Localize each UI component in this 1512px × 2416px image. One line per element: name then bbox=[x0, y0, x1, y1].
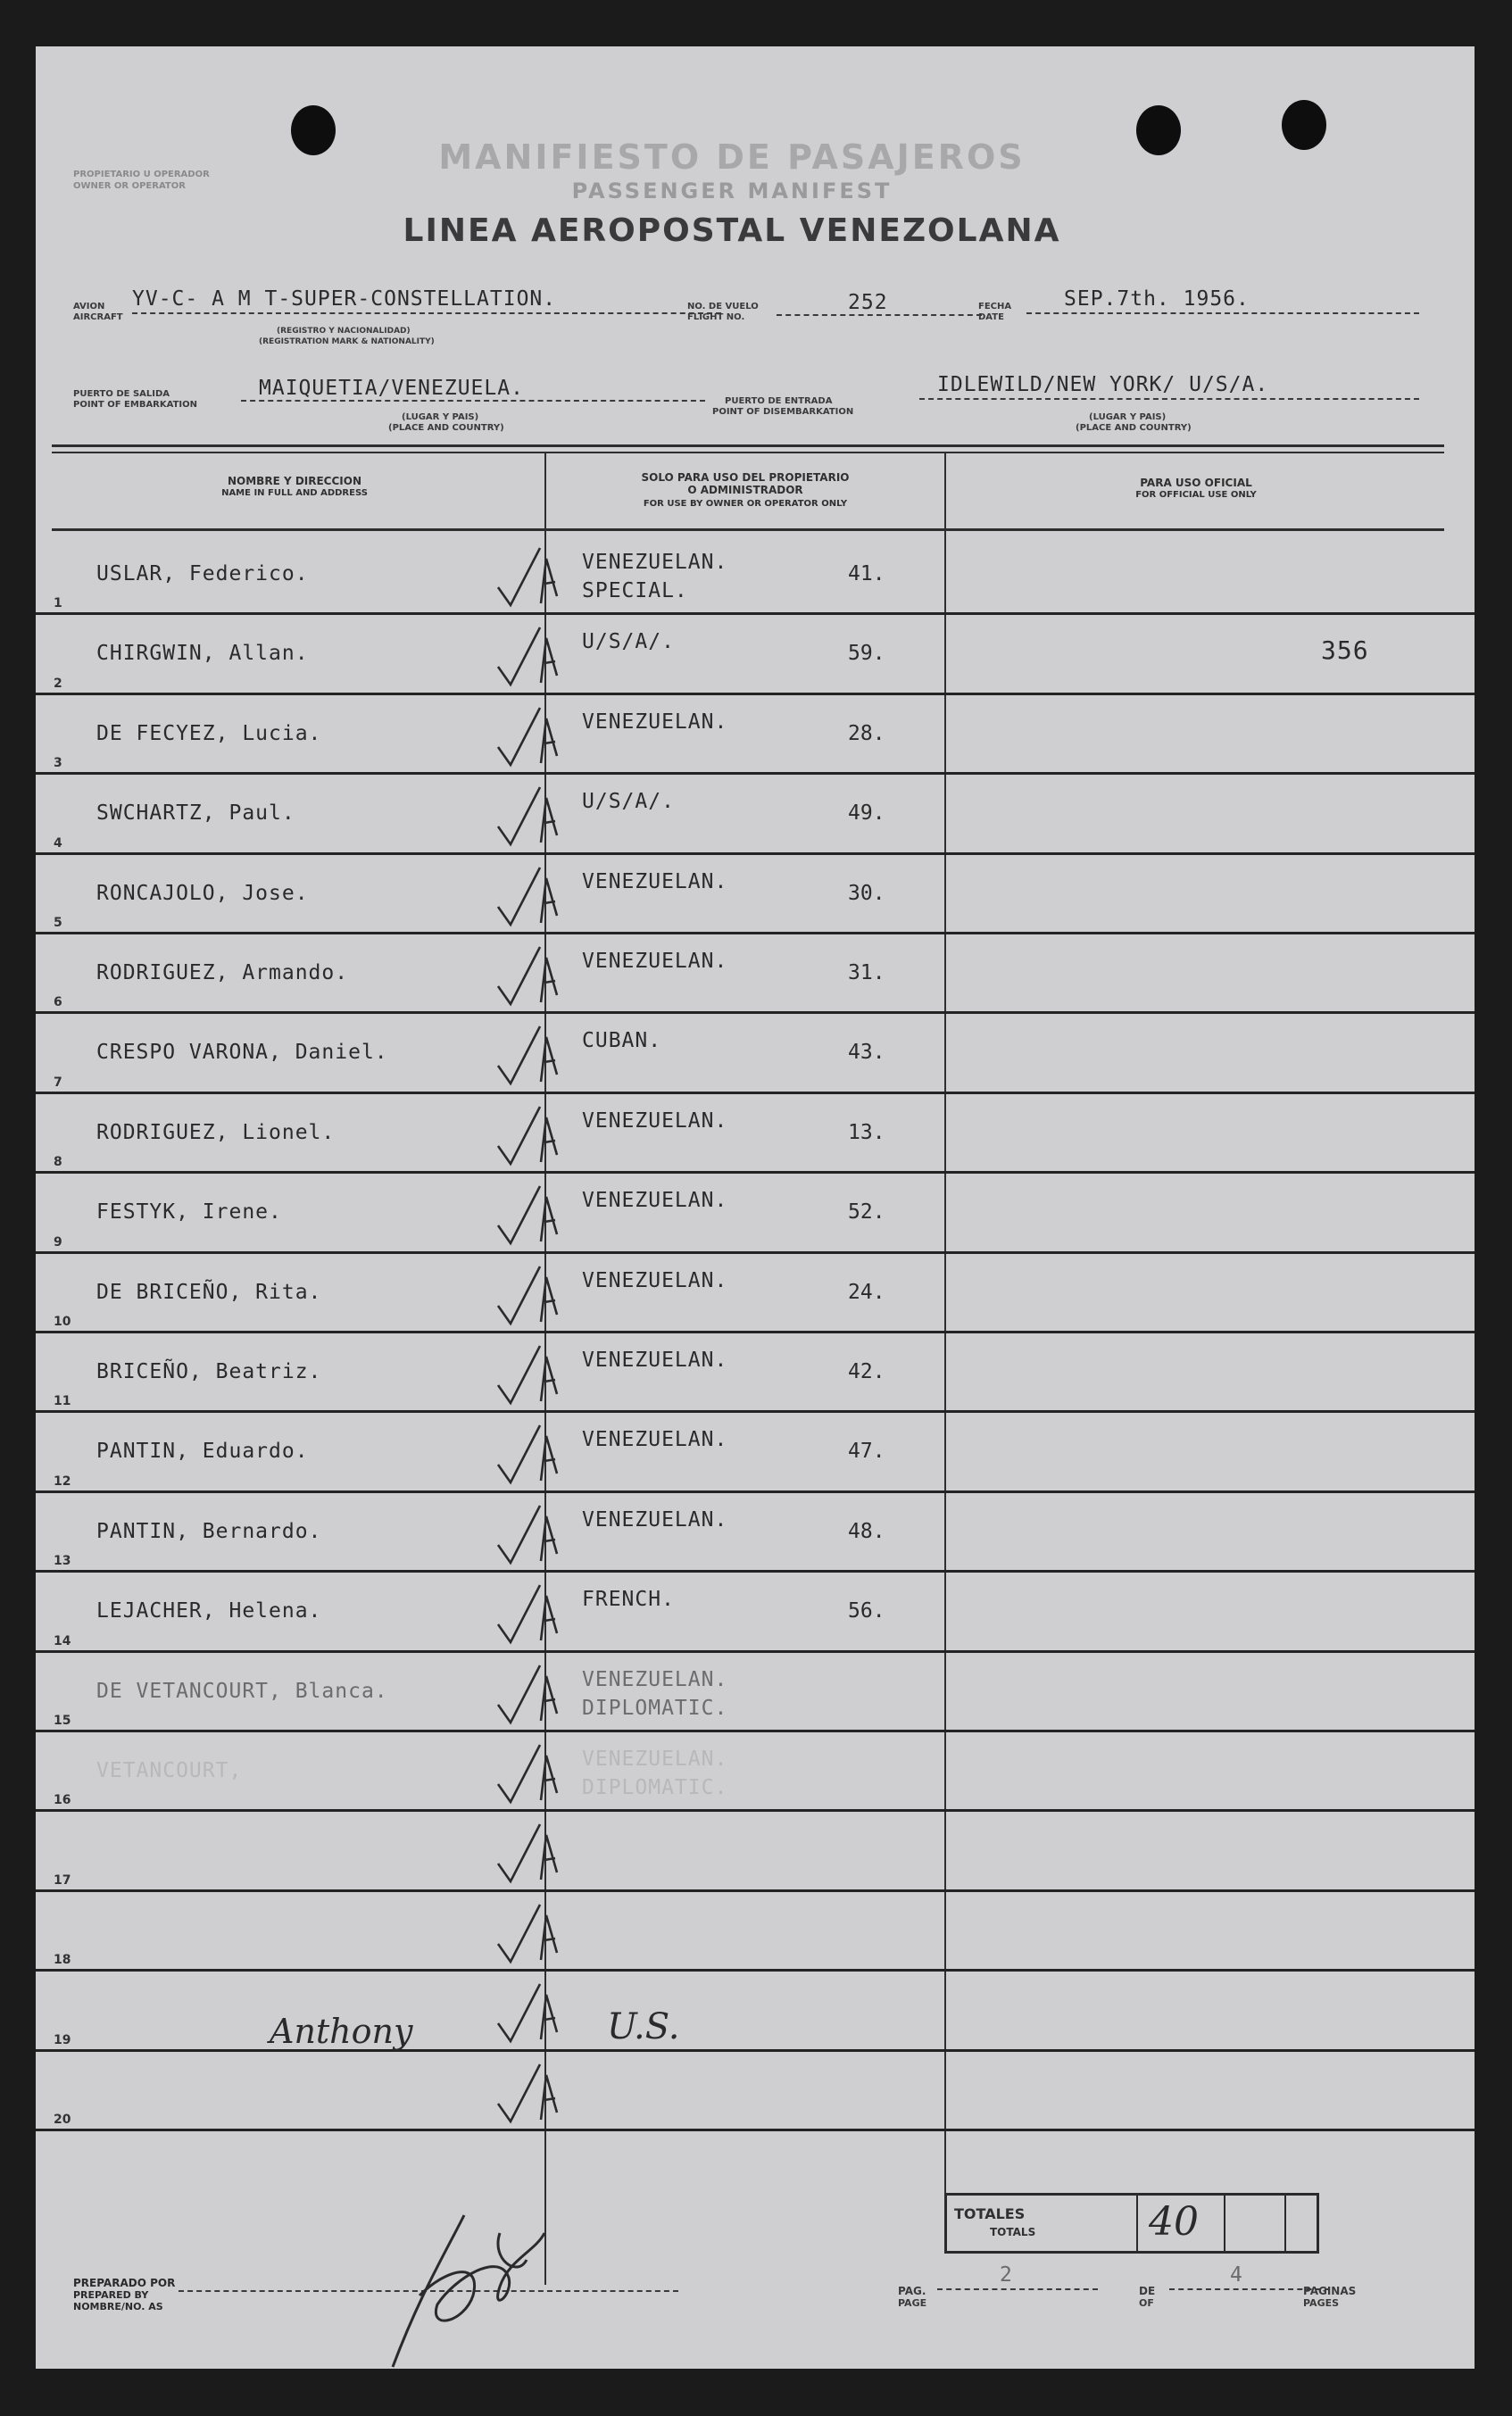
row-number: 3 bbox=[54, 756, 62, 771]
row-number: 20 bbox=[54, 2112, 71, 2127]
row-number: 19 bbox=[54, 2032, 71, 2047]
date-label-es: FECHA bbox=[978, 302, 1012, 311]
passenger-age: 52. bbox=[848, 1200, 885, 1225]
passenger-age: 47. bbox=[848, 1440, 885, 1464]
tick-mark-icon bbox=[491, 860, 571, 932]
row-number: 17 bbox=[54, 1872, 71, 1888]
registration-label-en: (REGISTRATION MARK & NATIONALITY) bbox=[259, 337, 435, 346]
page-value: 2 bbox=[1000, 2263, 1013, 2287]
owner-label-es: PROPIETARIO U OPERADOR bbox=[73, 170, 210, 179]
passenger-age: 30. bbox=[848, 881, 885, 905]
passenger-nationality: VENEZUELAN. bbox=[582, 710, 728, 734]
table-row bbox=[36, 855, 1475, 934]
tick-mark-icon bbox=[491, 701, 571, 772]
aircraft-line bbox=[132, 312, 721, 314]
passenger-age: 59. bbox=[848, 642, 885, 666]
tick-mark-icon bbox=[491, 1977, 571, 2048]
manifest-title-es: MANIFIESTO DE PASAJEROS bbox=[438, 137, 1026, 177]
passenger-age: 41. bbox=[848, 562, 885, 585]
totals-divider-2 bbox=[1224, 2196, 1225, 2251]
tick-mark-icon bbox=[491, 541, 571, 612]
passenger-age: 48. bbox=[848, 1519, 885, 1543]
table-row bbox=[36, 536, 1475, 615]
embark-label-en: POINT OF EMBARKATION bbox=[73, 400, 198, 410]
table-row bbox=[36, 1653, 1475, 1732]
col-name-header-en: NAME IN FULL AND ADDRESS bbox=[221, 488, 368, 498]
page-label-es: PAG. bbox=[898, 2285, 926, 2297]
of-label-en: OF bbox=[1139, 2297, 1154, 2309]
passenger-age: 42. bbox=[848, 1360, 885, 1383]
punch-hole-far-right bbox=[1282, 100, 1326, 150]
prepared-by-label-en-2: NOMBRE/NO. AS bbox=[73, 2301, 163, 2312]
row-number: 4 bbox=[54, 835, 62, 851]
date-label-en: DATE bbox=[978, 312, 1004, 322]
aircraft-label-en: AIRCRAFT bbox=[73, 312, 123, 322]
col-owner-header-es-2: O ADMINISTRADOR bbox=[687, 484, 803, 496]
totals-label-es: TOTALES bbox=[954, 2205, 1026, 2222]
of-label-es: DE bbox=[1139, 2285, 1156, 2297]
passenger-name: PANTIN, Bernardo. bbox=[96, 1519, 322, 1543]
passenger-age: 43. bbox=[848, 1041, 885, 1065]
passenger-nationality: VENEZUELAN. DIPLOMATIC. bbox=[582, 1748, 728, 1799]
disembark-place-label-en: (PLACE AND COUNTRY) bbox=[1076, 423, 1192, 433]
row-number: 7 bbox=[54, 1075, 62, 1090]
embark-value: MAIQUETIA/VENEZUELA. bbox=[259, 377, 524, 400]
flight-no-value: 252 bbox=[848, 291, 888, 314]
prepared-by-label-en: PREPARED BY bbox=[73, 2289, 149, 2301]
passenger-age: 13. bbox=[848, 1120, 885, 1144]
passenger-nationality: VENEZUELAN. bbox=[582, 1189, 728, 1213]
embark-place-label-en: (PLACE AND COUNTRY) bbox=[388, 423, 504, 433]
row-number: 18 bbox=[54, 1953, 71, 1968]
table-row bbox=[36, 1333, 1475, 1413]
passenger-age: 28. bbox=[848, 721, 885, 745]
passenger-nationality: VENEZUELAN. bbox=[582, 1268, 728, 1292]
col-official-header-en: FOR OFFICIAL USE ONLY bbox=[1135, 490, 1257, 500]
owner-label-en: OWNER OR OPERATOR bbox=[73, 181, 186, 191]
totals-box bbox=[944, 2193, 1319, 2254]
row-number: 11 bbox=[54, 1394, 71, 1409]
airline-name: LINEA AEROPOSTAL VENEZOLANA bbox=[403, 212, 1061, 249]
preparer-signature bbox=[366, 2197, 580, 2376]
passenger-name: USLAR, Federico. bbox=[96, 562, 309, 585]
registration-label-es: (REGISTRO Y NACIONALIDAD) bbox=[277, 327, 411, 336]
date-line bbox=[1026, 312, 1419, 314]
table-row bbox=[36, 1014, 1475, 1093]
totals-divider-3 bbox=[1284, 2196, 1286, 2251]
passenger-name: RODRIGUEZ, Armando. bbox=[96, 961, 349, 984]
punch-hole-left bbox=[291, 105, 336, 155]
date-value: SEP.7th. 1956. bbox=[1064, 287, 1250, 311]
page-line bbox=[937, 2288, 1098, 2290]
passenger-name: CRESPO VARONA, Daniel. bbox=[96, 1041, 388, 1065]
manifest-sheet bbox=[36, 46, 1475, 2369]
tick-mark-icon bbox=[491, 1179, 571, 1250]
tick-mark-icon bbox=[491, 1499, 571, 1570]
row-number: 14 bbox=[54, 1633, 71, 1648]
passenger-name: DE FECYEZ, Lucia. bbox=[96, 721, 322, 745]
aircraft-value: YV-C- A M T-SUPER-CONSTELLATION. bbox=[132, 287, 557, 311]
table-row bbox=[36, 2052, 1475, 2131]
tick-mark-icon bbox=[491, 1100, 571, 1171]
tick-mark-icon bbox=[491, 1578, 571, 1649]
passenger-age: 56. bbox=[848, 1599, 885, 1623]
row-number: 6 bbox=[54, 995, 62, 1010]
pages-label-es: PAGINAS bbox=[1303, 2285, 1357, 2297]
tick-mark-icon bbox=[491, 1738, 571, 1809]
passenger-name: LEJACHER, Helena. bbox=[96, 1599, 322, 1623]
disembark-line bbox=[919, 398, 1419, 400]
passenger-name: DE BRICEÑO, Rita. bbox=[96, 1280, 322, 1304]
table-row bbox=[36, 1573, 1475, 1652]
official-note: 356 bbox=[1321, 635, 1369, 665]
table-row bbox=[36, 1493, 1475, 1573]
passenger-nationality: VENEZUELAN. bbox=[582, 869, 728, 893]
table-row bbox=[36, 695, 1475, 775]
passenger-nationality: VENEZUELAN. bbox=[582, 1507, 728, 1532]
tick-mark-icon bbox=[491, 1259, 571, 1331]
passenger-nationality: U/S/A/. bbox=[582, 790, 675, 814]
tick-mark-icon bbox=[491, 2057, 571, 2129]
table-row bbox=[36, 1732, 1475, 1812]
tick-mark-icon bbox=[491, 1418, 571, 1490]
table-row bbox=[36, 775, 1475, 854]
passenger-name: BRICEÑO, Beatriz. bbox=[96, 1360, 322, 1383]
passenger-nationality: FRENCH. bbox=[582, 1588, 675, 1612]
totals-label-en: TOTALS bbox=[990, 2226, 1036, 2238]
passenger-nationality: VENEZUELAN. bbox=[582, 1349, 728, 1372]
col-owner-header-en: FOR USE BY OWNER OR OPERATOR ONLY bbox=[643, 499, 848, 509]
passenger-nationality: U/S/A/. bbox=[582, 630, 675, 654]
pages-label-en: PAGES bbox=[1303, 2297, 1340, 2309]
tick-mark-icon bbox=[491, 1658, 571, 1730]
passenger-age: 31. bbox=[848, 961, 885, 984]
table-row bbox=[36, 1174, 1475, 1253]
flight-no-label-en: FLIGHT NO. bbox=[687, 312, 745, 322]
tick-mark-icon bbox=[491, 1339, 571, 1410]
passenger-nationality: VENEZUELAN. bbox=[582, 1428, 728, 1452]
punch-hole-right bbox=[1136, 105, 1181, 155]
flight-no-line bbox=[777, 314, 982, 316]
tick-mark-icon bbox=[491, 780, 571, 851]
table-row bbox=[36, 1892, 1475, 1972]
passenger-nationality: VENEZUELAN. DIPLOMATIC. bbox=[582, 1667, 728, 1720]
col-official-header-es: PARA USO OFICIAL bbox=[1140, 477, 1252, 489]
disembark-label-es: PUERTO DE ENTRADA bbox=[725, 396, 833, 406]
handwritten-name-row19: Anthony bbox=[270, 2012, 413, 2051]
row-number: 10 bbox=[54, 1314, 71, 1329]
row-number: 2 bbox=[54, 676, 62, 691]
table-row bbox=[36, 1812, 1475, 1891]
passenger-name: CHIRGWIN, Allan. bbox=[96, 642, 309, 666]
totals-value: 40 bbox=[1149, 2199, 1199, 2245]
aircraft-label-es: AVION bbox=[73, 302, 105, 311]
row-number: 1 bbox=[54, 596, 62, 611]
table-top-rule bbox=[52, 444, 1444, 447]
passenger-nationality: VENEZUELAN. SPECIAL. bbox=[582, 551, 728, 602]
table-row bbox=[36, 1413, 1475, 1492]
disembark-place-label-es: (LUGAR Y PAIS) bbox=[1089, 412, 1167, 422]
passenger-name: SWCHARTZ, Paul. bbox=[96, 801, 295, 826]
col-owner-header-es-1: SOLO PARA USO DEL PROPIETARIO bbox=[641, 471, 850, 484]
col-name-header-es: NOMBRE Y DIRECCION bbox=[228, 475, 361, 487]
table-top-rule-2 bbox=[52, 452, 1444, 453]
handwritten-nat-row19: U.S. bbox=[607, 2006, 680, 2047]
tick-mark-icon bbox=[491, 940, 571, 1011]
embark-line bbox=[241, 400, 705, 402]
row-number: 5 bbox=[54, 915, 62, 930]
totals-divider-1 bbox=[1136, 2196, 1138, 2251]
of-value: 4 bbox=[1230, 2263, 1243, 2287]
tick-mark-icon bbox=[491, 1817, 571, 1889]
passenger-name: VETANCOURT, bbox=[96, 1759, 243, 1782]
passenger-name: PANTIN, Eduardo. bbox=[96, 1440, 309, 1464]
row-number: 16 bbox=[54, 1793, 71, 1808]
prepared-by-label-es: PREPARADO POR bbox=[73, 2277, 176, 2289]
disembark-value: IDLEWILD/NEW YORK/ U/S/A. bbox=[937, 373, 1269, 396]
manifest-title-en: PASSENGER MANIFEST bbox=[571, 179, 893, 203]
table-row bbox=[36, 615, 1475, 694]
passenger-name: RODRIGUEZ, Lionel. bbox=[96, 1120, 336, 1144]
row-number: 12 bbox=[54, 1474, 71, 1489]
disembark-label-en: POINT OF DISEMBARKATION bbox=[712, 407, 854, 417]
row-number: 13 bbox=[54, 1554, 71, 1569]
table-row bbox=[36, 1254, 1475, 1333]
tick-mark-icon bbox=[491, 620, 571, 692]
passenger-name: RONCAJOLO, Jose. bbox=[96, 881, 309, 905]
row-number: 8 bbox=[54, 1155, 62, 1170]
flight-no-label-es: NO. DE VUELO bbox=[687, 302, 759, 311]
embark-place-label-es: (LUGAR Y PAIS) bbox=[402, 412, 479, 422]
passenger-age: 24. bbox=[848, 1280, 885, 1304]
passenger-nationality: VENEZUELAN. bbox=[582, 950, 728, 973]
passenger-nationality: CUBAN. bbox=[582, 1029, 662, 1053]
table-row bbox=[36, 1972, 1475, 2051]
row-number: 9 bbox=[54, 1234, 62, 1250]
table-row bbox=[36, 1094, 1475, 1174]
passenger-age: 49. bbox=[848, 801, 885, 826]
row-number: 15 bbox=[54, 1713, 71, 1728]
tick-mark-icon bbox=[491, 1019, 571, 1091]
embark-label-es: PUERTO DE SALIDA bbox=[73, 389, 170, 399]
passenger-nationality: VENEZUELAN. bbox=[582, 1108, 728, 1133]
page-label-en: PAGE bbox=[898, 2297, 927, 2309]
tick-mark-icon bbox=[491, 1897, 571, 1969]
table-row bbox=[36, 934, 1475, 1014]
passenger-name: DE VETANCOURT, Blanca. bbox=[96, 1679, 388, 1703]
header-bottom-rule bbox=[52, 528, 1444, 531]
passenger-name: FESTYK, Irene. bbox=[96, 1200, 282, 1225]
